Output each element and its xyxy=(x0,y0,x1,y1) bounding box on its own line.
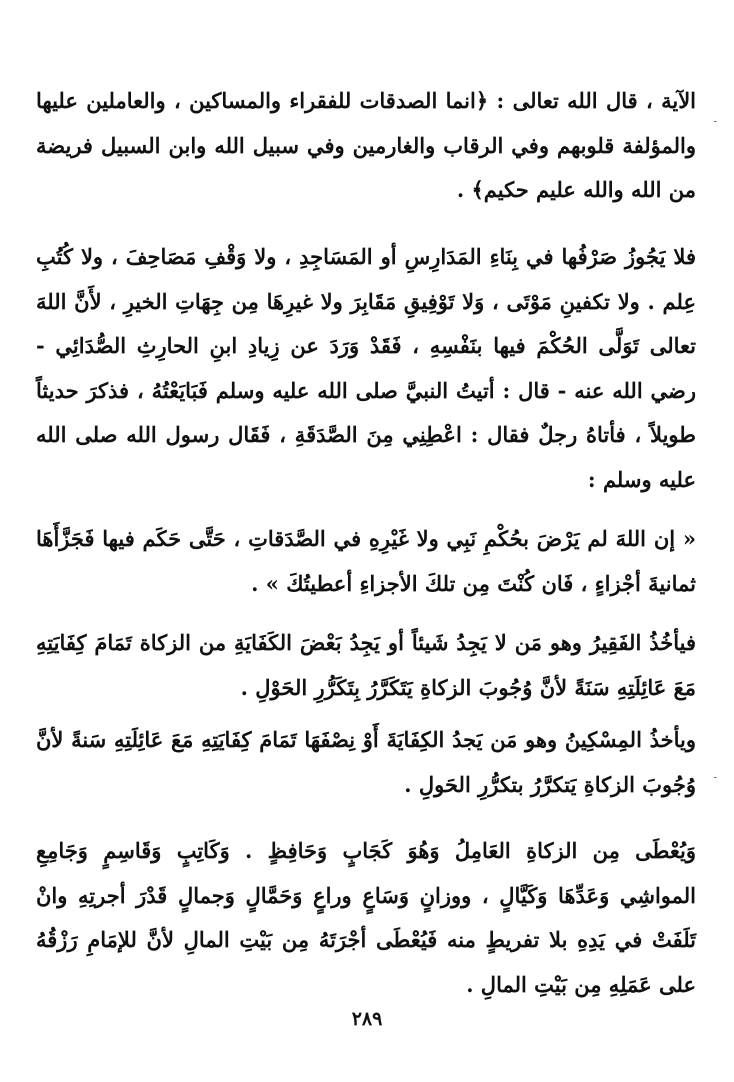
margin-mark: ۔ xyxy=(712,112,719,125)
paragraph-amil: وَيُعْطَى مِن الزكاةِ العَامِلُ وَهُوَ كَجَابٍ وَحَافِظٍ . وَكَاتِبٍ وَقَاسِمٍ وَجَامِعِ المواشِي وَعَدِّهَا وَكَيَّالٍ ، ووزانٍ وَسَاعٍ وراعٍ وَحَمَّالٍ وَجمالٍ قَدْرَ أجرتِهِ وانْ تَلَفَتْ في يَدِهِ بلا تفريطٍ منه فَيُعْطَى أجْرَتَهُ مِن بَيْتِ المالِ لأنَّ للإمَامِ رَزْقُهُ على عَمَلِهِ مِن بَيْتِ المالِ . xyxy=(36,838,696,997)
paragraph-faqir: فيأخُذُ الفَقِيرُ وهو مَن لا يَجِدُ شَيئاً أو يَجِدُ بَعْضَ الكَفَايَةِ من الزكاة تَمَامَ كِفَايَتِهِ مَعَ عَائِلَتِهِ سَنَةً لأنَّ وُجُوبَ الزكاةِ يَتَكَرَّرُ بِتَكَرُّرِ الحَوْلِ . xyxy=(36,630,696,700)
paragraph-hadith-quote: « إن اللهَ لم يَرْضَ بحُكْمِ نَبِي ولا غَيْرِهِ في الصَّدَقاتِ ، حَتَّى حَكَم فيها فَجَزَّأَهَا ثمانيةَ أجْزاءٍ ، فَان كُنْتَ مِن تلكَ الأجزاءِ أعطيتُكَ » . xyxy=(36,526,696,596)
page-number: ٢٨٩ xyxy=(351,1008,383,1030)
margin-mark: ۔ xyxy=(712,768,719,781)
paragraph-spending-prohibition: فلا يَجُوزُ صَرْفُها في بِنَاءِ المَدَارِسِ أو المَسَاجِدِ ، ولا وَقْفِ مَصَاحِفَ ، ولا كُتُبِ عِلم . ولا تكفينِ مَوْتَى ، وَلا تَوْفِيقِ مَقَابِرَ ولا غيرِهَا مِن جِهَاتِ الخيرِ ، لأَنَّ اللهَ تعالى تَوَلَّى الحُكْمَ فيها بنَفْسِهِ ، فَقَدْ وَرَدَ عن زِيادِ ابنِ الحارِثِ الصُّدَائِي - رضي الله عنه - قال : أتيتُ النبيَّ صلى الله عليه وسلم فَبَايَعْتُهُ ، فذكرَ حديثاً طويلاً ، فأتاهُ رجلٌ فقال : اعْطِنِي مِنَ الصَّدَقَةِ ، فَقَال رسول الله صلى الله عليه وسلم : xyxy=(36,244,696,492)
paragraph-quran-verse: الآية ، قال الله تعالى : ﴿انما الصدقات للفقراء والمساكين ، والعاملين عليها والمؤلفة قلوبهم وفي الرقاب والغارمين وفي سبيل الله وابن السبيل فريضة من الله والله عليم حكيم﴾ . xyxy=(36,88,696,202)
paragraph-miskin: ويأخذُ المِسْكِينُ وهو مَن يَجدُ الكِفَايَةَ أَوْ نِصْفَهَا تَمَامَ كِفَايَتِهِ مَعَ عَائِلَتِهِ سَنةً لأنَّ وُجُوبَ الزكاةِ يَتكرَّرُ بتكرُّرِ الحَولِ . xyxy=(36,727,696,797)
